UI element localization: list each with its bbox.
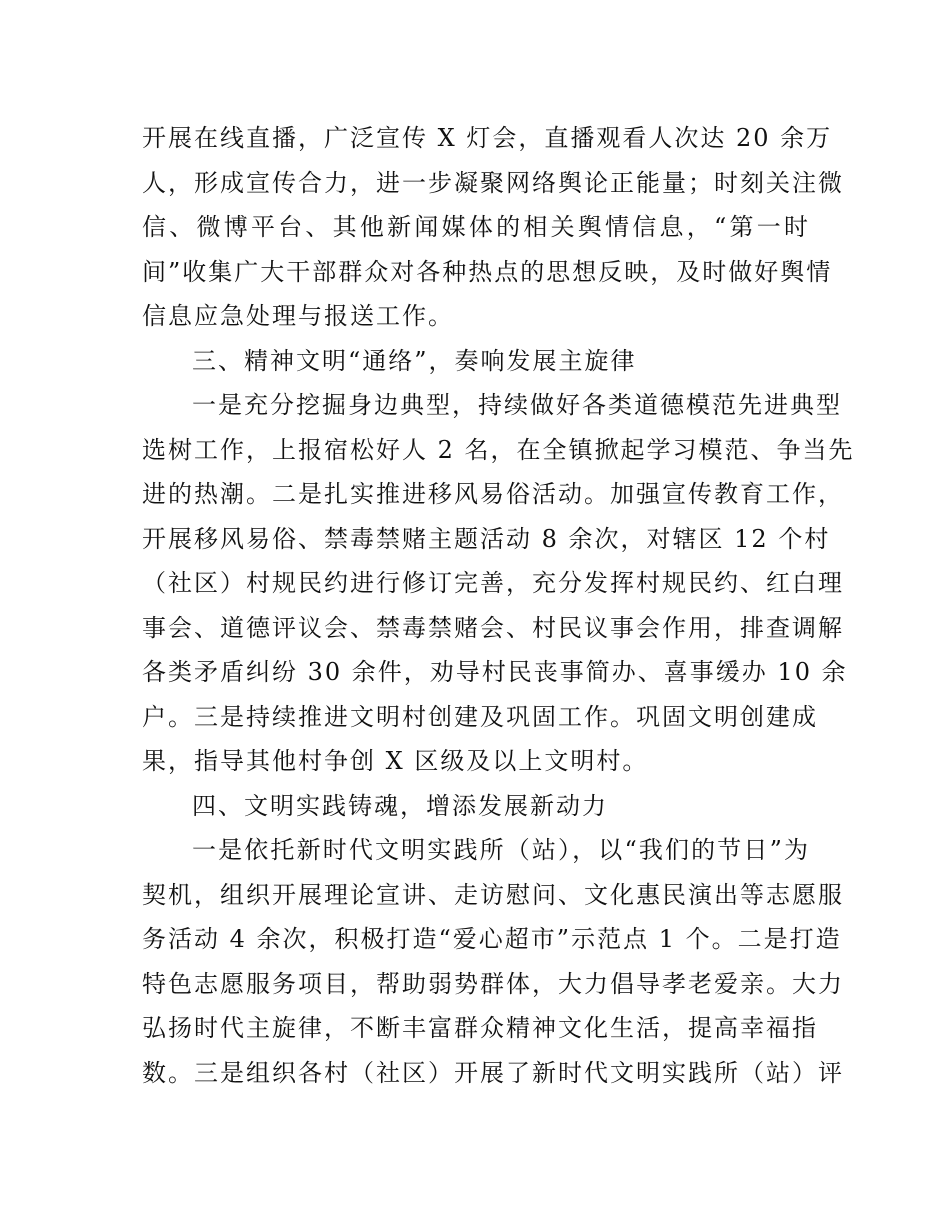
body-line: 进的热潮。二是扎实推进移风易俗活动。加强宣传教育工作， <box>142 480 844 508</box>
body-line: 选树工作，上报宿松好人 2 名，在全镇掀起学习模范、争当先 <box>142 435 855 464</box>
body-line: 户。三是持续推进文明村创建及巩固工作。巩固文明创建成 <box>142 702 818 731</box>
body-line: 务活动 4 余次，积极打造“爱心超市”示范点 1 个。二是打造 <box>142 925 842 953</box>
paragraph-first-line: 一是依托新时代文明实践所（站），以“我们的节日”为 <box>192 836 810 864</box>
body-line: 果，指导其他村争创 X 区级及以上文明村。 <box>142 747 649 775</box>
body-line: （社区）村规民约进行修订完善，充分发挥村规民约、红白理 <box>142 569 844 597</box>
body-line: 人，形成宣传合力，进一步凝聚网络舆论正能量；时刻关注微 <box>142 168 844 197</box>
body-line: 开展在线直播，广泛宣传 X 灯会，直播观看人次达 20 余万 <box>142 124 833 152</box>
body-line: 间”收集广大干部群众对各种热点的思想反映，及时做好舆情 <box>142 257 833 286</box>
section-heading: 三、精神文明“通络”，奏响发展主旋律 <box>192 346 637 375</box>
body-line: 开展移风易俗、禁毒禁赌主题活动 8 余次，对辖区 12 个村 <box>142 524 831 553</box>
paragraph-first-line: 一是充分挖掘身边典型，持续做好各类道德模范先进典型 <box>192 391 842 419</box>
body-line: 弘扬时代主旋律，不断丰富群众精神文化生活，提高幸福指 <box>142 1014 818 1042</box>
body-line: 特色志愿服务项目，帮助弱势群体，大力倡导孝老爱亲。大力 <box>142 969 844 998</box>
body-line: 信、微博平台、其他新闻媒体的相关舆情信息，“第一时 <box>142 213 810 241</box>
body-line: 信息应急处理与报送工作。 <box>142 302 454 330</box>
body-line: 数。三是组织各村（社区）开展了新时代文明实践所（站）评 <box>142 1058 844 1087</box>
body-line: 事会、道德评议会、禁毒禁赌会、村民议事会作用，排查调解 <box>142 613 844 642</box>
body-line: 各类矛盾纠纷 30 余件，劝导村民丧事简办、喜事缓办 10 余 <box>142 658 848 686</box>
body-line: 契机，组织开展理论宣讲、走访慰问、文化惠民演出等志愿服 <box>142 880 844 909</box>
document-body <box>142 116 855 1095</box>
section-heading: 四、文明实践铸魂，增添发展新动力 <box>192 791 608 820</box>
